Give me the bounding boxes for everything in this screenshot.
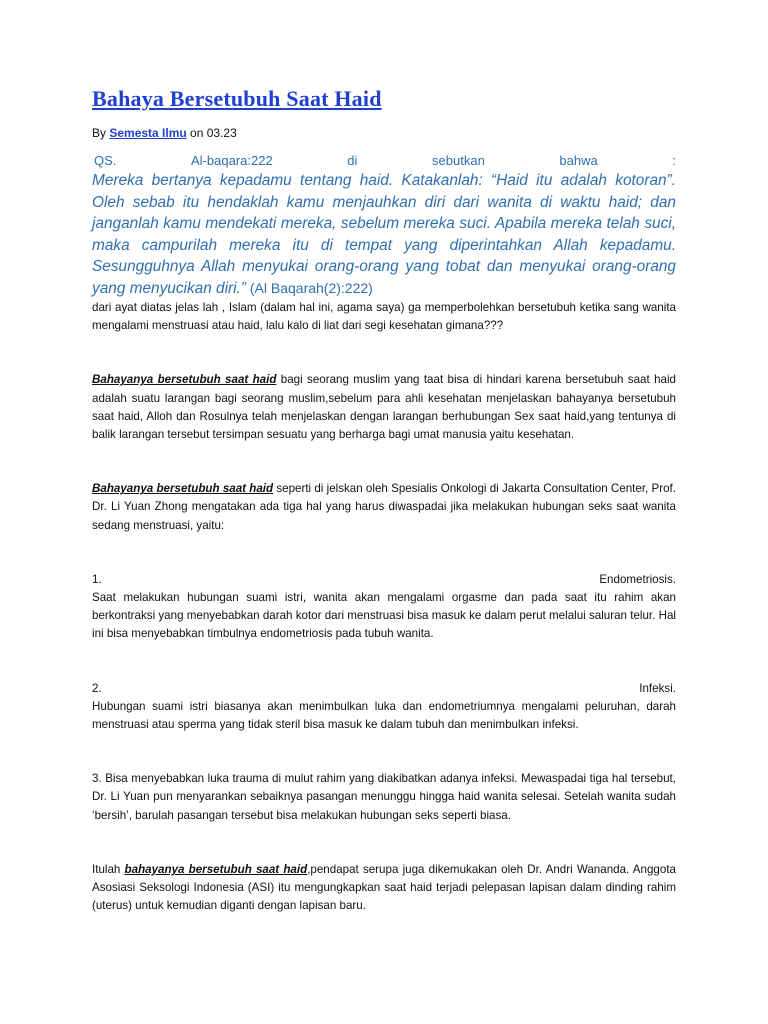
qs-reference-line	[94, 153, 676, 168]
item-3-text: 3. Bisa menyebabkan luka trauma di mulut rahim yang diakibatkan adanya infeksi. Mewaspadai tiga hal tersebut, Dr. Li Yuan pun menyarankan sebaiknya pasangan menunggu hingga haid wanita selesai. Setelah wanita sudah ‘bersih’, barulah pasangan tersebut bisa melakukan hubungan seks seperti biasa.	[92, 772, 676, 822]
post-time: 03.23	[206, 126, 237, 140]
keyword-link[interactable]: bahayanya bersetubuh saat haid	[124, 862, 308, 876]
article-body	[92, 86, 676, 915]
item-2-number: 2.	[92, 681, 102, 695]
item-2-title: Infeksi.	[639, 681, 676, 695]
item-1-text: Saat melakukan hubungan suami istri, wanita akan mengalami orgasme dan pada saat itu rahim akan berkontraksi yang menyebabkan darah kotor dari menstruasi bisa masuk ke dalam perut melalui saluran telur. Hal ini bisa menyebabkan timbulnya endometriosis pada tubuh wanita.	[92, 591, 676, 641]
byline	[92, 126, 676, 140]
item-2-text: Hubungan suami istri biasanya akan menimbulkan luka dan endometriumnya mengalami peluruhan, darah menstruasi atau sperma yang tidak steril bisa masuk ke dalam tubuh dan menimbulkan infeksi.	[92, 699, 676, 732]
qs-word-di: di	[347, 153, 358, 168]
paragraph-2	[92, 371, 676, 444]
quote-reference: (Al Baqarah(2):222)	[245, 279, 373, 296]
qs-word-sebutkan: sebutkan	[432, 153, 485, 168]
qs-colon: :	[672, 153, 676, 168]
item-1-number: 1.	[92, 572, 102, 586]
qs-word-bahwa: bahwa	[559, 153, 598, 168]
keyword-link[interactable]: Bahayanya bersetubuh saat haid	[92, 373, 277, 387]
spacer	[92, 444, 676, 480]
item-1-heading	[92, 571, 676, 589]
item-2-heading	[92, 680, 676, 698]
qs-label: QS.	[94, 153, 117, 168]
quran-quote	[92, 170, 676, 299]
paragraph-intro: dari ayat diatas jelas lah , Islam (dalam hal ini, agama saya) ga memperbolehkan bersetubuh ketika sang wanita mengalami menstruasi atau haid, lalu kalo di liat dari segi kesehatan gimana???	[92, 301, 676, 333]
spacer	[92, 335, 676, 371]
closing-text: ,pendapat serupa juga dikemukakan oleh Dr. Andri Wananda. Anggota Asosiasi Seksologi Indonesia (ASI) itu mengungkapkan saat haid terjadi pelepasan lapisan dalam dinding rahim (uterus) untuk kemudian diganti dengan lapisan baru.	[92, 862, 676, 913]
closing-prefix: Itulah	[92, 862, 125, 876]
keyword-link[interactable]: Bahayanya bersetubuh saat haid	[92, 482, 274, 496]
byline-on: on	[186, 126, 207, 140]
author-link[interactable]: Semesta Ilmu	[109, 126, 187, 140]
paragraph-3-text: seperti di jelskan oleh Spesialis Onkologi di Jakarta Consultation Center, Prof. Dr. Li Yuan Zhong mengatakan ada tiga hal yang harus diwaspadai jika melakukan hubungan seks saat wanita sedang menstruasi, yaitu:	[92, 482, 676, 532]
article-title[interactable]: Bahaya Bersetubuh Saat Haid	[92, 86, 382, 111]
qs-surah: Al-baqara:222	[191, 153, 273, 168]
spacer	[92, 644, 676, 680]
spacer	[92, 734, 676, 770]
spacer	[92, 825, 676, 861]
paragraph-2-text: bagi seorang muslim yang taat bisa di hindari karena bersetubuh saat haid adalah suatu larangan bagi seorang muslim,sebelum para ahli kesehatan menjelaskan bahayanya bersetubuh saat haid, Alloh dan Rosulnya telah menjelaskan dengan larangan berhubungan Sex saat haid,yang tentunya di balik larangan tersebut tersimpan sesuatu yang berharga bagi umat manusia yaitu kesehatan.	[92, 373, 676, 442]
quote-text: Mereka bertanya kepadamu tentang haid. Katakanlah: “Haid itu adalah kotoran”. Oleh sebab itu hendaklah kamu menjauhkan diri dari wanita di waktu haid; dan janganlah kamu mendekati mereka, sebelum mereka suci. Apabila mereka telah suci, maka campurilah mereka itu di tempat yang diperintahkan Allah kepadamu. Sesungguhnya Allah menyukai orang-orang yang tobat dan menyukai orang-orang yang menyucikan diri.”	[92, 172, 676, 297]
paragraph-closing	[92, 861, 676, 916]
paragraph-3	[92, 480, 676, 535]
byline-prefix: By	[92, 126, 110, 140]
item-1-title: Endometriosis.	[599, 572, 676, 586]
spacer	[92, 535, 676, 571]
